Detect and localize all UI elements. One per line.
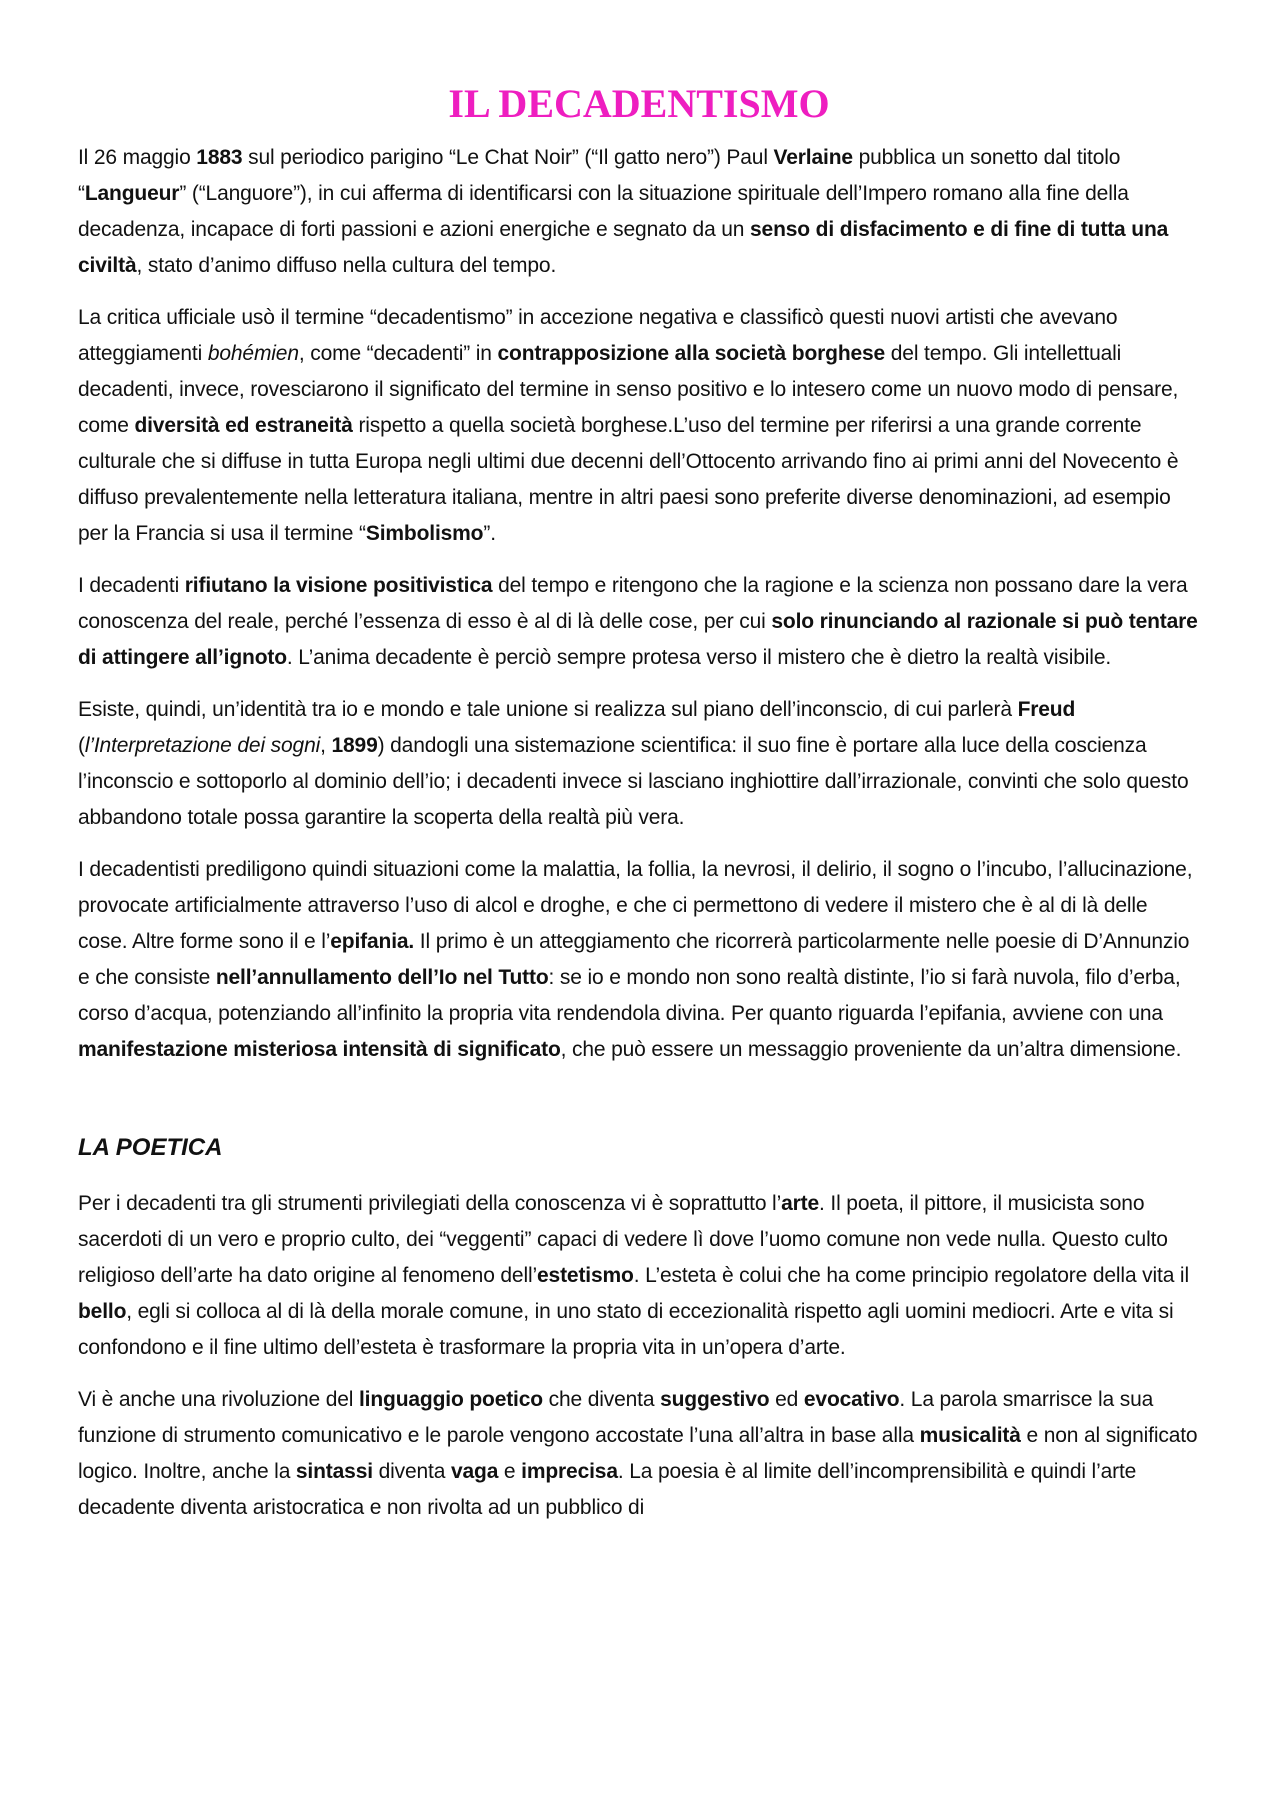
paragraph bbox=[78, 568, 1200, 676]
bold-text: suggestivo bbox=[660, 1388, 770, 1411]
text-run: Per i decadenti tra gli strumenti privilegiati della conoscenza vi è soprattutto l’ bbox=[78, 1192, 782, 1215]
bold-text: Langueur bbox=[84, 182, 180, 205]
bold-text: estetismo bbox=[537, 1264, 634, 1287]
text-run: e bbox=[498, 1460, 522, 1483]
text-run: I decadenti bbox=[78, 574, 185, 597]
text-run: . La parola smarrisce la sua funzione di strumento comunicativo e le parole vengono accostate l’una all’altra in base alla bbox=[78, 1388, 1154, 1447]
bold-text: contrapposizione alla società borghese bbox=[497, 342, 886, 365]
text-run: : se io e mondo non sono realtà distinte, l’io si farà nuvola, filo d’erba, corso d’acqua, potenziando all’infinito la propria vita rendendola divina. Per quanto riguarda l’epifania, avviene con una bbox=[78, 966, 1181, 1025]
bold-text: epifania. bbox=[330, 930, 415, 953]
bold-text: rifiutano la visione positivistica bbox=[184, 574, 493, 597]
bold-text: Freud bbox=[1017, 698, 1076, 721]
paragraph bbox=[78, 140, 1200, 284]
text-run: che diventa bbox=[542, 1388, 661, 1411]
bold-text: diversità ed estraneità bbox=[134, 414, 353, 437]
text-run: sul periodico parigino “Le Chat Noir” (“Il gatto nero”) Paul bbox=[242, 146, 774, 169]
page-title: IL DECADENTISMO bbox=[448, 81, 830, 126]
bold-text: imprecisa bbox=[521, 1460, 618, 1483]
text-run: I decadentisti prediligono quindi situazioni come la malattia, la follia, la nevrosi, il delirio, il sogno o l’incubo, l’allucinazione, provocate artificialmente attraverso l’uso di alcol e droghe, e che ci permettono di vedere il mistero che è al di là delle cose. Altre forme sono il e l’ bbox=[78, 858, 1193, 953]
paragraph bbox=[78, 1186, 1200, 1366]
text-run: del tempo. Gli intellettuali decadenti, invece, rovesciarono il significato del termine in senso positivo e lo intesero come un nuovo modo di pensare, come bbox=[78, 342, 1179, 437]
bold-text: senso di disfacimento e di fine di tutta una civiltà bbox=[78, 218, 1169, 277]
text-run: , egli si colloca al di là della morale comune, in uno stato di eccezionalità rispetto agli uomini mediocri. Arte e vita si confondono e il fine ultimo dell’esteta è trasformare la propria vita in un’opera d’arte. bbox=[78, 1300, 1174, 1359]
section-heading: LA POETICA bbox=[78, 1134, 223, 1161]
bold-text: sintassi bbox=[295, 1460, 373, 1483]
text-run: ” (“Languore”), in cui afferma di identificarsi con la situazione spirituale dell’Impero romano alla fine della decadenza, incapace di forti passioni e azioni energiche e segnato da un bbox=[78, 182, 1129, 241]
text-run: , come “decadenti” in bbox=[298, 342, 498, 365]
paragraph bbox=[78, 1382, 1200, 1526]
bold-text: 1899 bbox=[331, 734, 378, 757]
bold-text: evocativo bbox=[803, 1388, 900, 1411]
bold-text: 1883 bbox=[196, 146, 243, 169]
text-run: Il 26 maggio bbox=[78, 146, 197, 169]
intro-section bbox=[78, 140, 1200, 1068]
text-run: Vi è anche una rivoluzione del bbox=[78, 1388, 359, 1411]
bold-text: musicalità bbox=[919, 1424, 1021, 1447]
bold-text: arte bbox=[781, 1192, 820, 1215]
text-run: . L’anima decadente è perciò sempre protesa verso il mistero che è dietro la realtà visibile. bbox=[286, 646, 1112, 669]
text-run: . La poesia è al limite dell’incomprensibilità e quindi l’arte decadente diventa aristocratica e non rivolta ad un pubblico di bbox=[78, 1460, 1137, 1519]
text-run: , che può essere un messaggio proveniente da un’altra dimensione. bbox=[560, 1038, 1182, 1061]
text-run: rispetto a quella società borghese.L’uso del termine per riferirsi a una grande corrente culturale che si diffuse in tutta Europa negli ultimi due decenni dell’Ottocento arrivando fino ai primi anni del Novecento è diffuso prevalentemente nella letteratura italiana, mentre in altri paesi sono preferite diverse denominazioni, ad esempio per la Francia si usa il termine “ bbox=[78, 414, 1179, 545]
text-run: Esiste, quindi, un’identità tra io e mondo e tale unione si realizza sul piano dell’inconscio, di cui parlerà bbox=[78, 698, 1018, 721]
text-run: , bbox=[320, 734, 332, 757]
text-run: e non al significato logico. Inoltre, anche la bbox=[78, 1424, 1198, 1483]
paragraph bbox=[78, 692, 1200, 836]
text-run: ) dandogli una sistemazione scientifica: il suo fine è portare alla luce della coscienza l’inconscio e sottoporlo al dominio dell’io; i decadenti invece si lasciano inghiottire dall’irrazionale, convinti che solo questo abbandono totale possa garantire la scoperta della realtà più vera. bbox=[78, 734, 1189, 829]
text-run: Il primo è un atteggiamento che ricorrerà particolarmente nelle poesie di D’Annunzio e che consiste bbox=[78, 930, 1190, 989]
text-run: del tempo e ritengono che la ragione e la scienza non possano dare la vera conoscenza del reale, perché l’essenza di esso è al di là delle cose, per cui bbox=[78, 574, 1188, 633]
text-run: . Il poeta, il pittore, il musicista sono sacerdoti di un vero e proprio culto, dei “veggenti” capaci di vedere lì dove l’uomo comune non vede nulla. Questo culto religioso dell’arte ha dato origine al fenomeno dell’ bbox=[78, 1192, 1168, 1287]
italic-text: l’Interpretazione dei sogni bbox=[84, 734, 321, 757]
bold-text: solo rinunciando al razionale si può tentare di attingere all’ignoto bbox=[78, 610, 1198, 669]
poetica-section bbox=[78, 1186, 1200, 1526]
bold-text: Verlaine bbox=[773, 146, 853, 169]
bold-text: manifestazione misteriosa intensità di significato bbox=[78, 1038, 561, 1061]
text-run: ( bbox=[78, 734, 85, 757]
text-run: diventa bbox=[372, 1460, 451, 1483]
bold-text: bello bbox=[78, 1300, 127, 1323]
bold-text: Simbolismo bbox=[365, 522, 484, 545]
italic-text: bohémien bbox=[207, 342, 299, 365]
bold-text: linguaggio poetico bbox=[359, 1388, 543, 1411]
text-run: La critica ufficiale usò il termine “decadentismo” in accezione negativa e classificò questi nuovi artisti che avevano atteggiamenti bbox=[78, 306, 1118, 365]
text-run: ”. bbox=[483, 522, 496, 545]
bold-text: nell’annullamento dell’Io nel Tutto bbox=[215, 966, 549, 989]
bold-text: vaga bbox=[450, 1460, 499, 1483]
text-run: . L’esteta è colui che ha come principio regolatore della vita il bbox=[633, 1264, 1189, 1287]
text-run: , stato d’animo diffuso nella cultura del tempo. bbox=[136, 254, 557, 277]
text-run: ed bbox=[769, 1388, 804, 1411]
paragraph bbox=[78, 852, 1200, 1068]
paragraph bbox=[78, 300, 1200, 552]
text-run: pubblica un sonetto dal titolo “ bbox=[78, 146, 1121, 205]
